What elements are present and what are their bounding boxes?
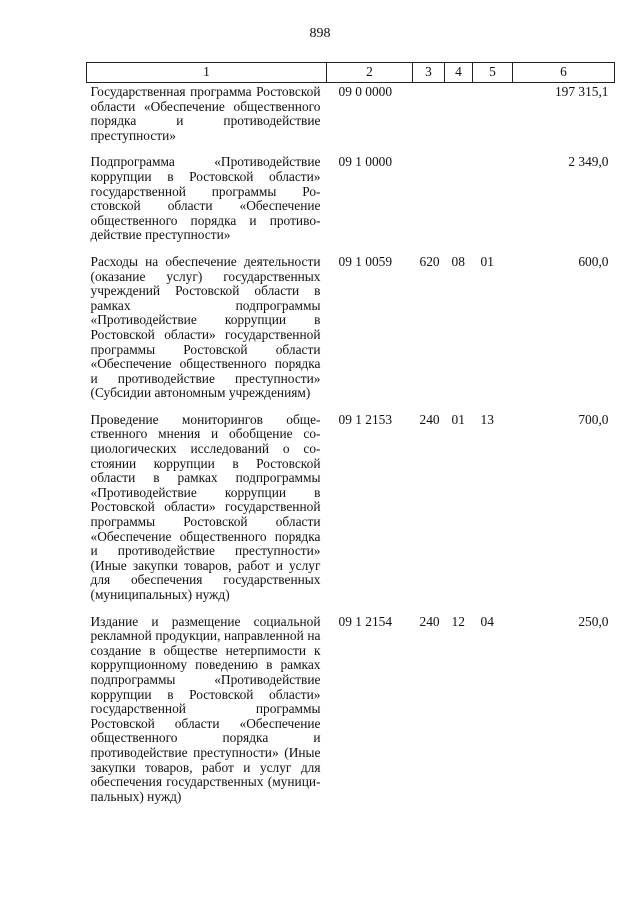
row-col-5 <box>473 83 513 144</box>
row-name: Проведение мониторингов общественного мнения и обобщение социологических исследований о состоянии коррупции в Ростовской области в рамках подпрограммы «Противодействие коррупции в Ростовской области» государственной программы Ростовской области «Обеспечение общественного порядка и противодействие преступности» (Иные закупки товаров, работ и услуг для обеспечения государственных (муниципальных) нужд) <box>90 411 321 602</box>
row-col-5: 13 <box>480 411 494 427</box>
row-col-4: 12 <box>451 613 465 629</box>
row-code: 09 1 2154 <box>338 613 393 629</box>
row-col-3 <box>413 155 445 243</box>
header-col-1: 1 <box>87 63 327 83</box>
row-name: Расходы на обеспечение деятельности (оказание услуг) государственных учреждений Ростовской области в рамках подпрограммы «Противодействие коррупции в Ростовской области» государственной программы Ростовской области «Обеспечение общественного порядка и противодействие преступности» (Субсидии автономным учреждениям) <box>90 253 321 401</box>
row-col-5: 04 <box>480 613 494 629</box>
header-col-5: 5 <box>473 63 513 83</box>
table-row <box>87 83 615 144</box>
row-col-4: 08 <box>451 253 465 269</box>
row-name: Издание и размещение социальной рекламной продукции, направленной на создание в обществе нетерпимости к коррупционному поведению в рамках подпрограммы «Противодействие коррупции в Ростовской области» государственной программы Ростовской области «Обеспечение общественного порядка и противодействие преступности» (Иные закупки товаров, работ и услуг для обеспечения государственных (муниципальных) нужд) <box>90 613 321 804</box>
row-amount: 250,0 <box>578 613 609 629</box>
header-col-3: 3 <box>413 63 445 83</box>
table-row <box>87 255 615 401</box>
row-col-3: 620 <box>419 253 440 269</box>
row-code: 09 1 0059 <box>338 253 393 269</box>
table-row <box>87 413 615 603</box>
row-col-5 <box>473 155 513 243</box>
row-code: 09 0 0000 <box>338 84 393 99</box>
row-amount: 2 349,0 <box>568 154 609 170</box>
row-amount: 700,0 <box>578 411 609 427</box>
row-name: Государственная программа Ростовской области «Обеспечение общественного порядка и противодействие преступности» <box>90 84 321 143</box>
table-header-row <box>87 63 615 83</box>
row-code: 09 1 0000 <box>338 154 393 170</box>
row-col-4 <box>445 83 473 144</box>
header-col-6: 6 <box>513 63 615 83</box>
table-row <box>87 615 615 805</box>
table-row <box>87 155 615 243</box>
row-col-3: 240 <box>419 411 440 427</box>
header-col-4: 4 <box>445 63 473 83</box>
row-col-5: 01 <box>480 253 494 269</box>
row-code: 09 1 2153 <box>338 411 393 427</box>
budget-table <box>86 62 615 804</box>
row-col-3 <box>413 83 445 144</box>
row-name: Подпрограмма «Противодействие коррупции в Ростовской области» государственной программы Ростовской области «Обеспечение общественного порядка и противодействие преступности» <box>90 154 321 243</box>
row-amount: 600,0 <box>578 253 609 269</box>
row-col-4 <box>445 155 473 243</box>
row-col-4: 01 <box>451 411 465 427</box>
header-col-2: 2 <box>327 63 413 83</box>
page-number: 898 <box>309 26 331 41</box>
row-amount: 197 315,1 <box>554 84 609 99</box>
row-col-3: 240 <box>419 613 440 629</box>
